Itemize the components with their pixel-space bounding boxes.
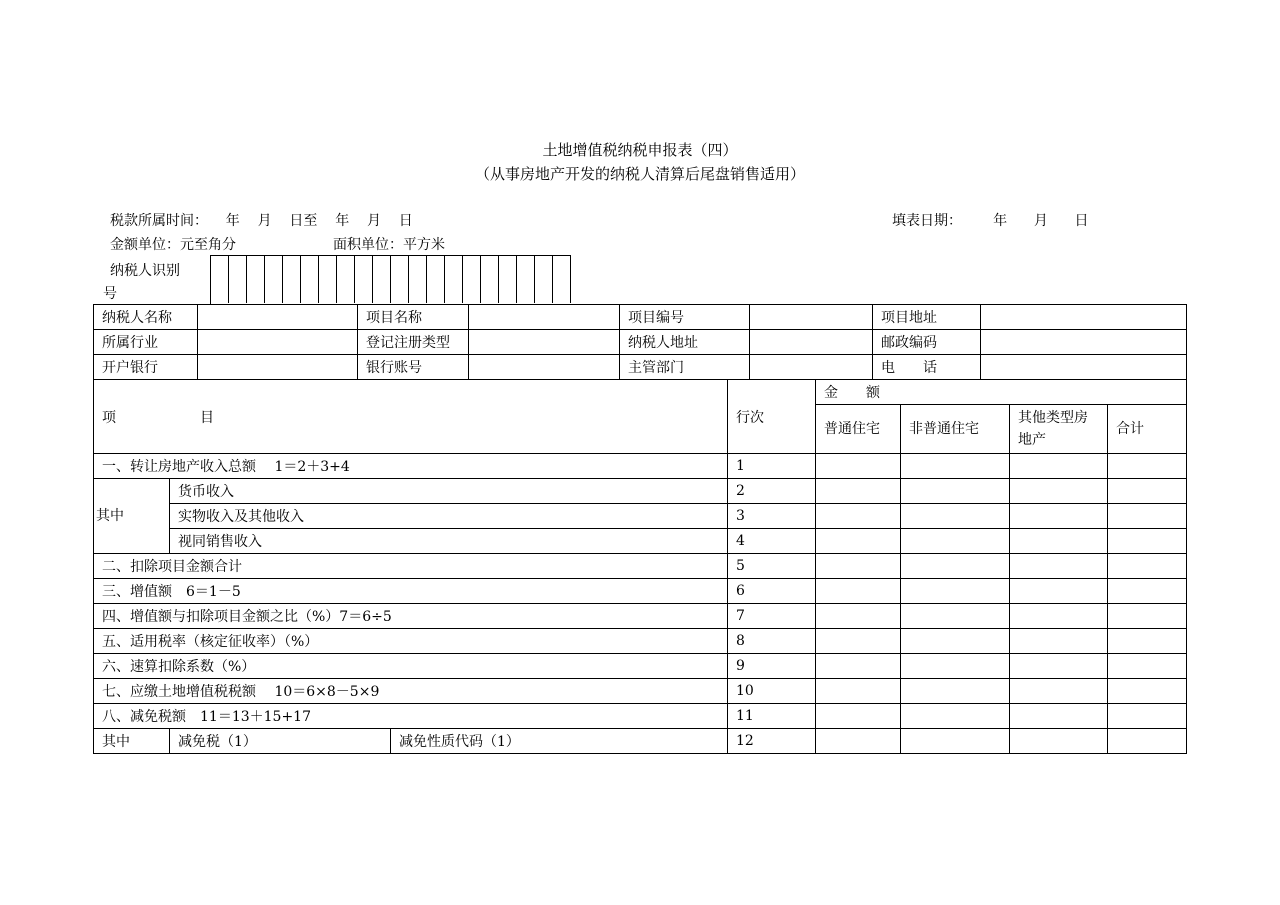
taxid-digit[interactable]: [409, 256, 427, 303]
taxid-digit[interactable]: [499, 256, 517, 303]
label-project-name: 项目名称: [358, 305, 469, 330]
taxid-digit[interactable]: [229, 256, 247, 303]
label-authority: 主管部门: [620, 355, 750, 380]
amount-cell[interactable]: [816, 479, 901, 504]
head-col-other: 其他类型房地产: [1010, 405, 1108, 454]
amount-cell[interactable]: [901, 679, 1010, 704]
of-which-label: 其中: [94, 479, 170, 554]
field-registration-type[interactable]: [469, 330, 620, 355]
amount-cell[interactable]: [1108, 654, 1187, 679]
row-line-no: 12: [728, 729, 816, 754]
head-col-non-ordinary: 非普通住宅: [901, 405, 1010, 454]
row-line-no: 1: [728, 454, 816, 479]
amount-cell[interactable]: [901, 604, 1010, 629]
taxid-digit[interactable]: [211, 256, 229, 303]
amount-cell[interactable]: [901, 654, 1010, 679]
amount-cell[interactable]: [1108, 479, 1187, 504]
field-bank-account[interactable]: [469, 355, 620, 380]
row-label: 四、增值额与扣除项目金额之比（%）7＝6÷5: [94, 604, 728, 629]
row-label: 减免性质代码（1）: [391, 729, 728, 754]
amount-cell[interactable]: [1108, 704, 1187, 729]
amount-cell[interactable]: [816, 629, 901, 654]
taxid-digit[interactable]: [391, 256, 409, 303]
row-line-no: 4: [728, 529, 816, 554]
amount-cell[interactable]: [816, 504, 901, 529]
amount-cell[interactable]: [1010, 679, 1108, 704]
row-line-no: 11: [728, 704, 816, 729]
taxid-digit[interactable]: [481, 256, 499, 303]
money-unit: 金额单位：元至角分: [110, 237, 236, 253]
head-col-ordinary: 普通住宅: [816, 405, 901, 454]
row-label: 视同销售收入: [170, 529, 728, 554]
amount-cell[interactable]: [816, 579, 901, 604]
amount-cell[interactable]: [1010, 604, 1108, 629]
label-registration-type: 登记注册类型: [358, 330, 469, 355]
amount-cell[interactable]: [1010, 504, 1108, 529]
amount-cell[interactable]: [1108, 629, 1187, 654]
row-label: 二、扣除项目金额合计: [94, 554, 728, 579]
taxpayer-id-label-cont: 号: [103, 286, 117, 302]
amount-cell[interactable]: [1108, 454, 1187, 479]
amount-cell[interactable]: [1108, 504, 1187, 529]
amount-cell[interactable]: [816, 529, 901, 554]
amount-cell[interactable]: [816, 604, 901, 629]
form-title: 土地增值税纳税申报表（四）: [542, 141, 738, 159]
amount-cell[interactable]: [816, 679, 901, 704]
field-project-address[interactable]: [981, 305, 1187, 330]
row-label: 六、速算扣除系数（%）: [94, 654, 728, 679]
label-phone: 电 话: [873, 355, 981, 380]
head-line-no: 行次: [728, 380, 816, 454]
amount-cell[interactable]: [901, 554, 1010, 579]
taxid-digit[interactable]: [445, 256, 463, 303]
amount-cell[interactable]: [901, 729, 1010, 754]
row-line-no: 2: [728, 479, 816, 504]
taxpayer-info-table: [93, 304, 1187, 380]
row-line-no: 10: [728, 679, 816, 704]
taxid-digit[interactable]: [301, 256, 319, 303]
row-line-no: 6: [728, 579, 816, 604]
amount-cell[interactable]: [901, 504, 1010, 529]
row-label: 减免税（1）: [170, 729, 391, 754]
head-item: 项 目: [94, 380, 728, 454]
label-project-code: 项目编号: [620, 305, 750, 330]
fill-date: 填表日期： 年 月 日: [892, 213, 1089, 229]
row-label: 三、增值额 6＝1－5: [94, 579, 728, 604]
head-amount: 金 额: [816, 380, 1187, 405]
amount-cell[interactable]: [816, 654, 901, 679]
row-line-no: 7: [728, 604, 816, 629]
label-taxpayer-address: 纳税人地址: [620, 330, 750, 355]
taxid-digit[interactable]: [247, 256, 265, 303]
amount-cell[interactable]: [1010, 529, 1108, 554]
amount-cell[interactable]: [816, 704, 901, 729]
taxid-digit[interactable]: [373, 256, 391, 303]
label-bank: 开户银行: [94, 355, 198, 380]
taxid-digit[interactable]: [517, 256, 535, 303]
amount-cell[interactable]: [1010, 554, 1108, 579]
taxid-digit[interactable]: [265, 256, 283, 303]
row-label: 八、减免税额 11＝13＋15+17: [94, 704, 728, 729]
taxid-digit[interactable]: [553, 256, 571, 303]
label-postal-code: 邮政编码: [873, 330, 981, 355]
amount-cell[interactable]: [1010, 729, 1108, 754]
field-taxpayer-address[interactable]: [750, 330, 873, 355]
form-subtitle: （从事房地产开发的纳税人清算后尾盘销售适用）: [474, 165, 805, 183]
amount-cell[interactable]: [1108, 529, 1187, 554]
field-postal-code[interactable]: [981, 330, 1187, 355]
amount-cell[interactable]: [1108, 604, 1187, 629]
amount-cell[interactable]: [1108, 729, 1187, 754]
row-label: 货币收入: [170, 479, 728, 504]
row-line-no: 9: [728, 654, 816, 679]
row-label: 实物收入及其他收入: [170, 504, 728, 529]
taxid-digit[interactable]: [355, 256, 373, 303]
field-taxpayer-name[interactable]: [198, 305, 358, 330]
row-label: 一、转让房地产收入总额 1＝2＋3+4: [94, 454, 728, 479]
amount-cell[interactable]: [1108, 554, 1187, 579]
amount-cell[interactable]: [1010, 579, 1108, 604]
label-bank-account: 银行账号: [358, 355, 469, 380]
label-industry: 所属行业: [94, 330, 198, 355]
field-project-code[interactable]: [750, 305, 873, 330]
label-project-address: 项目地址: [873, 305, 981, 330]
taxpayer-id-label: 纳税人识别: [110, 263, 180, 279]
taxid-digit[interactable]: [319, 256, 337, 303]
area-unit: 面积单位：平方米: [333, 237, 445, 253]
field-bank[interactable]: [198, 355, 358, 380]
amount-cell[interactable]: [1108, 679, 1187, 704]
taxid-digit[interactable]: [283, 256, 301, 303]
label-taxpayer-name: 纳税人名称: [94, 305, 198, 330]
amount-cell[interactable]: [901, 704, 1010, 729]
of-which-label: 其中: [94, 729, 170, 754]
taxpayer-id-boxes: [210, 255, 571, 304]
taxid-digit[interactable]: [463, 256, 481, 303]
taxid-digit[interactable]: [337, 256, 355, 303]
amount-cell[interactable]: [901, 579, 1010, 604]
row-line-no: 5: [728, 554, 816, 579]
row-line-no: 3: [728, 504, 816, 529]
tax-period: 税款所属时间： 年 月 日至 年 月 日: [110, 213, 413, 229]
declaration-table: [93, 379, 1187, 754]
amount-cell[interactable]: [816, 454, 901, 479]
amount-cell[interactable]: [1010, 454, 1108, 479]
taxid-digit[interactable]: [535, 256, 553, 303]
amount-cell[interactable]: [1108, 579, 1187, 604]
amount-cell[interactable]: [901, 629, 1010, 654]
amount-cell[interactable]: [1010, 704, 1108, 729]
amount-cell[interactable]: [816, 554, 901, 579]
row-line-no: 8: [728, 629, 816, 654]
field-phone[interactable]: [981, 355, 1187, 380]
amount-cell[interactable]: [901, 479, 1010, 504]
field-authority[interactable]: [750, 355, 873, 380]
row-label: 五、适用税率（核定征收率）（%）: [94, 629, 728, 654]
amount-cell[interactable]: [901, 529, 1010, 554]
row-label: 七、应缴土地增值税税额 10＝6×8－5×9: [94, 679, 728, 704]
taxid-digit[interactable]: [427, 256, 445, 303]
field-industry[interactable]: [198, 330, 358, 355]
amount-cell[interactable]: [816, 729, 901, 754]
field-project-name[interactable]: [469, 305, 620, 330]
amount-cell[interactable]: [1010, 629, 1108, 654]
amount-cell[interactable]: [901, 454, 1010, 479]
head-col-total: 合计: [1108, 405, 1187, 454]
amount-cell[interactable]: [1010, 654, 1108, 679]
amount-cell[interactable]: [1010, 479, 1108, 504]
